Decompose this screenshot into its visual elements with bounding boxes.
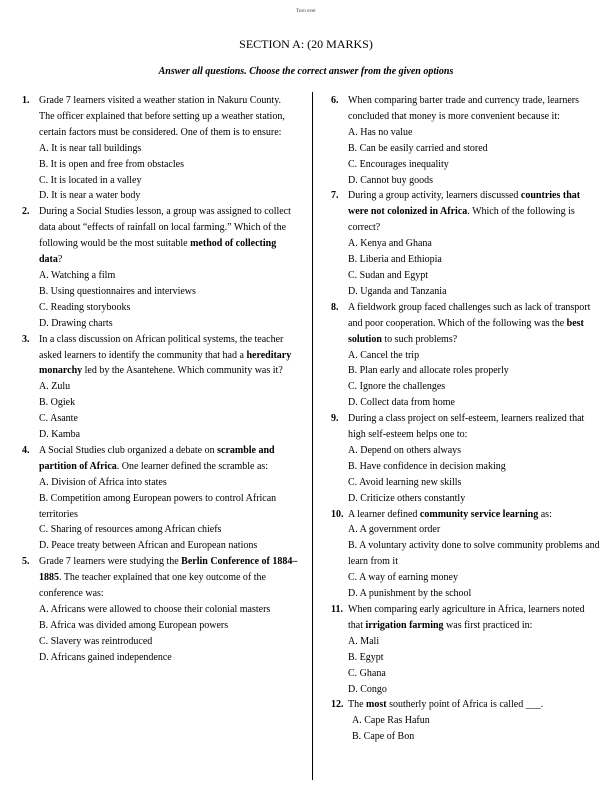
answer-option: A. Mali: [348, 635, 380, 647]
answer-option: D. A punishment by the school: [348, 588, 472, 600]
question-8: [331, 300, 601, 411]
answer-option: A. Has no value: [348, 126, 413, 138]
answer-option: B. Using questionnaires and interviews: [39, 285, 196, 297]
answer-option: A. A government order: [348, 524, 441, 536]
question-stem: In a class discussion on African political systems, the teacher asked learners to identify the community that had a hereditary monarchy led by the Asantehene. Which community was it?: [39, 333, 292, 377]
answer-option: A. Watching a film: [39, 269, 116, 281]
question-stem: During a class project on self-esteem, learners realized that high self-esteem helps one to:: [348, 413, 585, 441]
answer-option: D. It is near a water body: [39, 190, 141, 202]
answer-option: A. It is near tall buildings: [39, 142, 142, 154]
question-number: 5.: [22, 556, 30, 568]
question-stem: When comparing early agriculture in Africa, learners noted that irrigation farming was first practiced in:: [348, 604, 585, 631]
question-stem: A Social Studies club organized a debate on scramble and partition of Africa. One learner defined the scramble as:: [39, 444, 275, 472]
section-title: SECTION A: (20 MARKS): [239, 37, 373, 51]
question-5: [22, 554, 298, 665]
answer-option: D. Peace treaty between African and European nations: [39, 540, 258, 552]
question-9: [331, 411, 601, 506]
question-stem: The most southerly point of Africa is called ___.: [348, 699, 544, 711]
question-number: 11.: [331, 604, 343, 615]
answer-option: B. Plan early and allocate roles properly: [348, 365, 509, 377]
column-divider: [312, 92, 313, 780]
question-2: [22, 204, 298, 331]
answer-option: C. Ignore the challenges: [348, 381, 446, 393]
answer-option: B. Egypt: [348, 651, 384, 663]
left-column: [22, 93, 298, 666]
answer-option: D. Criticize others constantly: [348, 492, 466, 504]
answer-option: B. Liberia and Ethiopia: [348, 254, 442, 266]
answer-option: D. Uganda and Tanzania: [348, 285, 447, 297]
answer-option: B. A voluntary activity done to solve community problems and learn from it: [348, 540, 600, 568]
question-number: 8.: [331, 301, 339, 313]
right-column: [331, 93, 601, 745]
answer-option: C. Avoid learning new skills: [348, 476, 462, 488]
answer-option: A. Cancel the trip: [348, 349, 420, 361]
question-stem: Grade 7 learners were studying the Berlin Conference of 1884–1885. The teacher explained that one key outcome of the conference was:: [39, 556, 298, 600]
question-number: 6.: [331, 95, 339, 106]
answer-option: C. Ghana: [348, 667, 386, 679]
question-number: 7.: [331, 190, 339, 202]
question-12: [331, 697, 601, 745]
answer-option: D. Kamba: [39, 429, 81, 441]
question-1: [22, 93, 298, 204]
question-3: [22, 332, 298, 443]
question-number: 1.: [22, 95, 30, 106]
question-stem: Grade 7 learners visited a weather station in Nakuru County. The officer explained that before setting up a weather station, certain factors must be considered. One of them is to ensure:: [39, 95, 285, 138]
answer-option: A. Africans were allowed to choose their colonial masters: [39, 604, 271, 615]
question-number: 10.: [331, 508, 344, 520]
answer-option: A. Division of Africa into states: [39, 476, 167, 488]
answer-option: B. Can be easily carried and stored: [348, 142, 488, 154]
question-number: 12.: [331, 699, 344, 711]
answer-option: A. Kenya and Ghana: [348, 238, 432, 250]
answer-option: A. Zulu: [39, 381, 71, 393]
question-6: [331, 93, 601, 188]
answer-option: D. Congo: [348, 683, 387, 695]
answer-option: C. Reading storybooks: [39, 301, 131, 313]
instructions: Answer all questions. Choose the correct answer from the given options: [158, 66, 454, 77]
answer-option: B. Cape of Bon: [352, 731, 415, 743]
answer-option: D. Drawing charts: [39, 317, 113, 329]
page-header-note: Turn over: [296, 9, 316, 14]
question-stem: During a Social Studies lesson, a group was assigned to collect data about “effects of rainfall on local farming.” Which of the following would be the most suitable method of collecting data?: [39, 206, 291, 266]
answer-option: B. Africa was divided among European powers: [39, 619, 229, 631]
answer-option: D. Collect data from home: [348, 397, 455, 409]
question-stem: A learner defined community service learning as:: [348, 508, 552, 520]
answer-option: C. A way of earning money: [348, 572, 458, 584]
question-number: 4.: [22, 444, 30, 456]
answer-option: C. Sharing of resources among African chiefs: [39, 524, 222, 536]
answer-option: A. Cape Ras Hafun: [352, 715, 430, 727]
question-number: 3.: [22, 333, 30, 345]
answer-option: A. Depend on others always: [348, 444, 462, 456]
answer-option: B. Competition among European powers to control African territories: [39, 492, 277, 520]
question-stem: When comparing barter trade and currency trade, learners concluded that money is more convenient because it:: [348, 95, 579, 122]
answer-option: B. Ogiek: [39, 397, 76, 409]
question-7: [331, 188, 601, 299]
answer-option: C. Sudan and Egypt: [348, 269, 428, 281]
question-number: 9.: [331, 413, 339, 425]
answer-option: C. Asante: [39, 413, 78, 425]
answer-option: D. Cannot buy goods: [348, 174, 433, 186]
answer-option: B. Have confidence in decision making: [348, 460, 506, 472]
question-number: 2.: [22, 206, 30, 218]
answer-option: C. Encourages inequality: [348, 158, 449, 170]
question-stem: During a group activity, learners discussed countries that were not colonized in Africa. Which of the following is correct?: [348, 190, 581, 234]
answer-option: C. Slavery was reintroduced: [39, 635, 153, 647]
answer-option: C. It is located in a valley: [39, 174, 142, 186]
answer-option: B. It is open and free from obstacles: [39, 158, 184, 170]
question-4: [22, 443, 298, 554]
question-11: [331, 602, 601, 697]
answer-option: D. Africans gained independence: [39, 651, 172, 663]
question-stem: A fieldwork group faced challenges such as lack of transport and poor cooperation. Which of the following was the best solution to such problems?: [348, 301, 591, 345]
question-10: [331, 507, 601, 602]
